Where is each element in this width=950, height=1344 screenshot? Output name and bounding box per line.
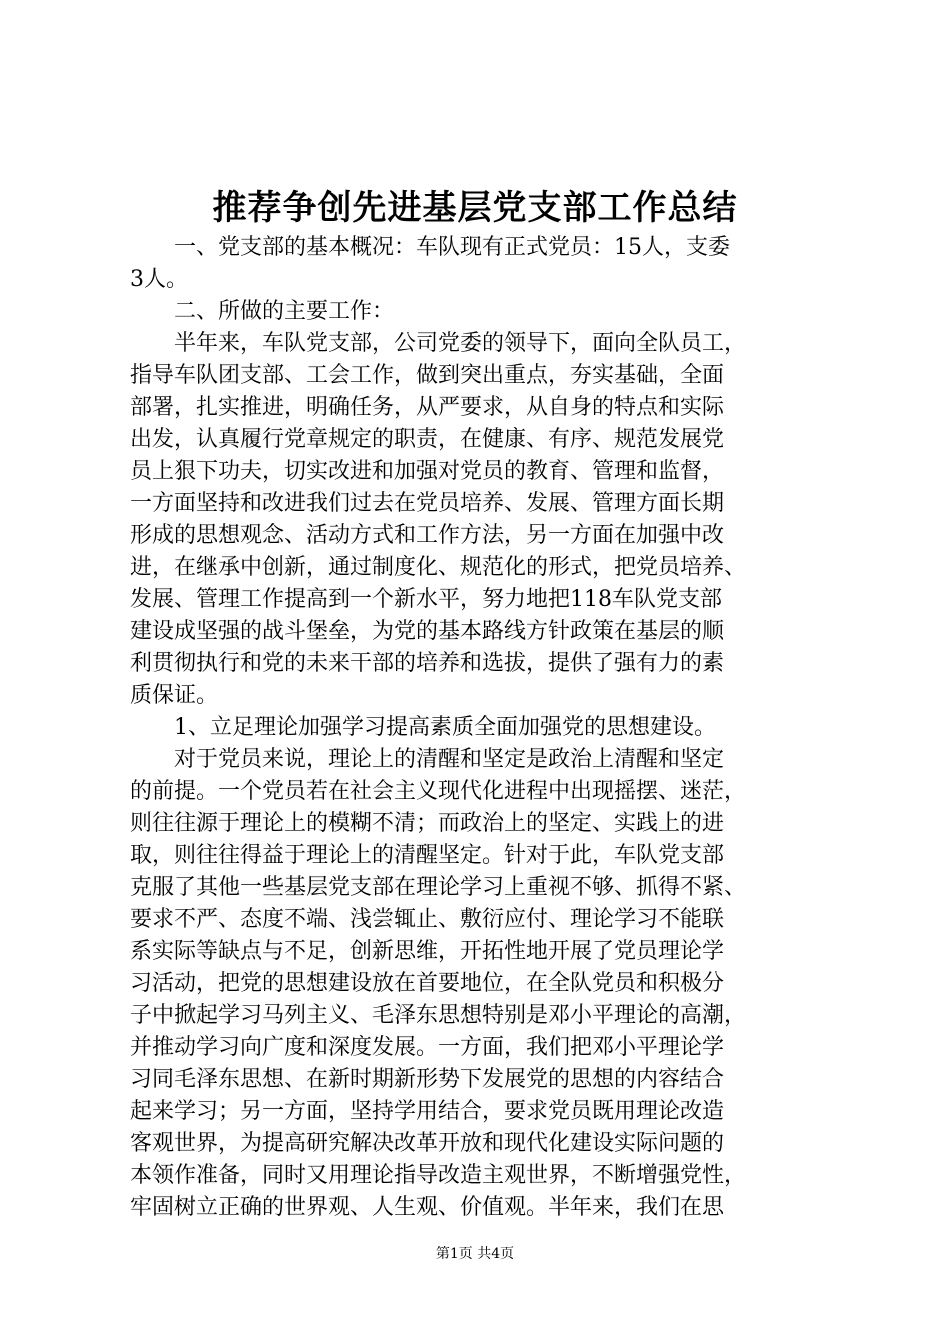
page-footer: 第1页 共4页 <box>435 1246 515 1262</box>
paragraph-half-year-summary: 半年来，车队党支部，公司党委的领导下，面向全队员工， 指导车队团支部、工会工作，做到突出重点，夯实基础，全面 部署，扎实推进，明确任务，从严要求，从自身的特点和实际 出发，认真履行党章规定的职责，在健康、有序、规范发展党 员上狠下功夫，切实改进和加强对党员的教育、管理和监督， 一方面坚持和改进我们过去在党员培养、发展、管理方面长期 形成的思想观念、活动方式和工作方法，另一方面在加强中改 进，在继承中创新，通过制度化、规范化的形式，把党员培养、 发展、管理工作提高到一个新水平，努力地把118车队党支部 建设成坚强的战斗堡垒，为党的基本路线方针政策在基层的顺 利贯彻执行和党的未来干部的培养和选拔，提供了强有力的素 质保证。 <box>130 331 747 708</box>
document-title: 推荐争创先进基层党支部工作总结 <box>212 188 738 228</box>
paragraph-overview: 一、党支部的基本概况：车队现有正式党员：15人，支委 3人。 <box>130 235 730 292</box>
paragraph-theory-study: 对于党员来说，理论上的清醒和坚定是政治上清醒和坚定 的前提。一个党员若在社会主义现代化进程中出现摇摆、迷茫， 则往往源于理论上的模糊不清；而政治上的坚定、实践上的进 取，则往往得益于理论上的清醒坚定。针对于此，车队党支部 克服了其他一些基层党支部在理论学习上重视不够、抓得不紧、 要求不严、态度不端、浅尝辄止、敷衍应付、理论学习不能联 系实际等缺点与不足，创新思维，开拓性地开展了党员理论学 习活动，把党的思想建设放在首要地位，在全队党员和积极分 子中掀起学习马列主义、毛泽东思想特别是邓小平理论的高潮， 并推动学习向广度和深度发展。一方面，我们把邓小平理论学 习同毛泽东思想、在新时期新形势下发展党的思想的内容结合 起来学习；另一方面，坚持学用结合，要求党员既用理论改造 客观世界，为提高研究解决改革开放和现代化建设实际问题的 本领作准备，同时又用理论指导改造主观世界，不断增强党性， 牢固树立正确的世界观、人生观、价值观。半年来，我们在思 <box>130 747 747 1220</box>
document-body <box>130 232 830 1224</box>
paragraph-section-1-heading: 1、立足理论加强学习提高素质全面加强党的思想建设。 <box>174 715 716 740</box>
paragraph-main-work-heading: 二、所做的主要工作： <box>174 299 395 324</box>
